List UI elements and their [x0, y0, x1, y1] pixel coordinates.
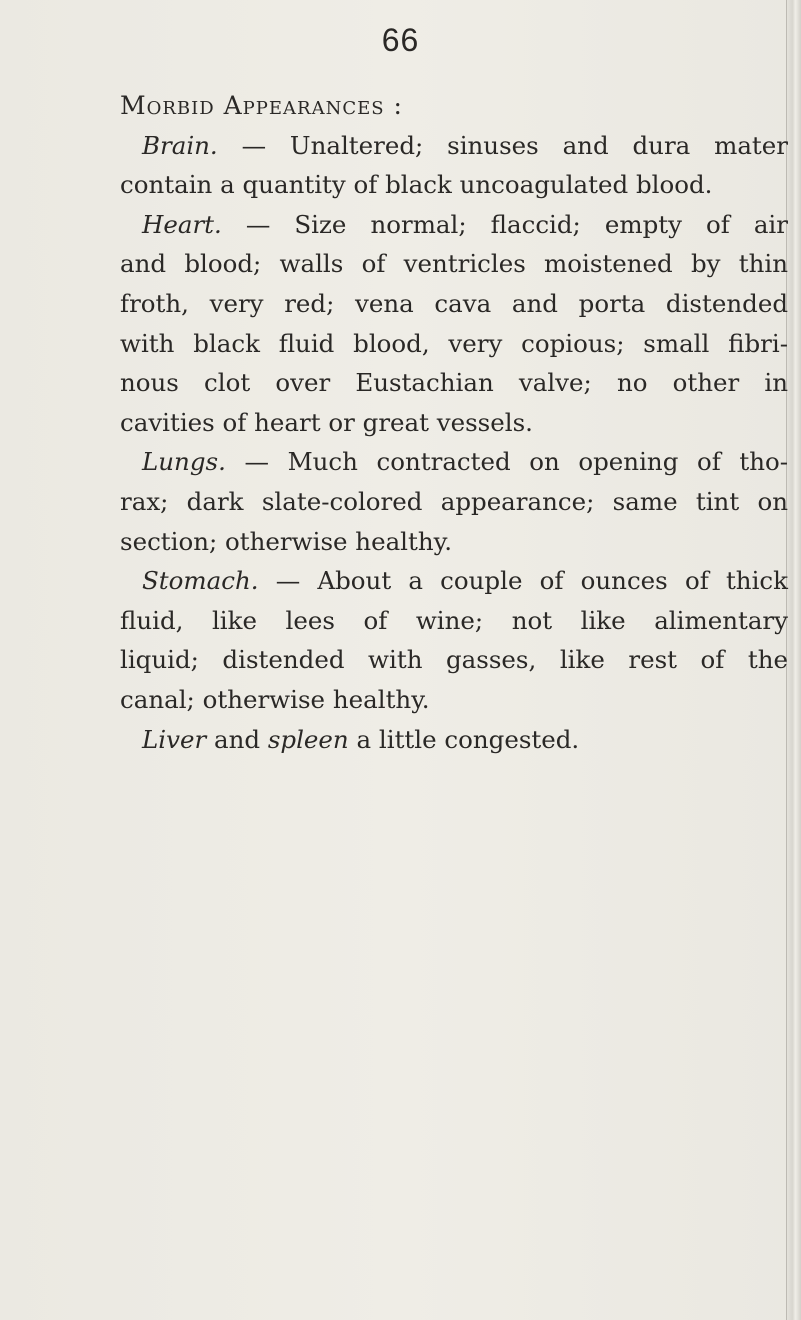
brain-label: Brain.	[142, 130, 218, 160]
paragraph-liver-line-1	[120, 720, 788, 760]
paragraph-heart-line-2: and blood; walls of ventricles moistened by thin	[120, 249, 788, 279]
lungs-text: Much contracted on opening of tho-	[287, 447, 789, 477]
liver-text: a little congested.	[356, 724, 580, 754]
lungs-label: Lungs.	[142, 447, 226, 477]
paragraph-brain-line-2: contain a quantity of black uncoagulated blood.	[120, 170, 713, 200]
paragraph-heart-line-5: nous clot over Eustachian valve; no other in	[120, 368, 788, 398]
section-heading: Morbid Appearances :	[120, 91, 403, 120]
paragraph-heart-line-1	[120, 205, 788, 245]
brain-text: Unaltered; sinuses and dura mater	[289, 130, 788, 160]
stomach-label: Stomach.	[142, 566, 259, 596]
paragraph-heart-line-4: with black fluid blood, very copious; small fibri-	[120, 328, 788, 358]
lungs-dash: —	[244, 447, 269, 477]
paragraph-brain-line-1	[120, 126, 788, 166]
paragraph-heart-line-6: cavities of heart or great vessels.	[120, 407, 533, 437]
stomach-dash: —	[275, 566, 301, 596]
paragraph-lungs-line-2: rax; dark slate-colored appearance; same tint on	[120, 486, 788, 516]
paragraph-stomach-line-4: canal; otherwise healthy.	[120, 684, 430, 714]
heart-label: Heart.	[142, 209, 222, 239]
stomach-text: About a couple of ounces of thick	[317, 566, 788, 596]
body-text	[120, 86, 790, 759]
spleen-label: spleen	[267, 724, 349, 754]
heart-dash: —	[245, 209, 271, 239]
paragraph-lungs-line-3: section; otherwise healthy.	[120, 526, 453, 556]
brain-dash: —	[241, 130, 267, 160]
paragraph-stomach-line-1	[120, 561, 788, 601]
paragraph-lungs-line-1	[120, 442, 788, 482]
paragraph-stomach-line-2: fluid, like lees of wine; not like alimentary	[120, 605, 788, 635]
paragraph-heart-line-3: froth, very red; vena cava and porta distended	[120, 288, 788, 318]
page-number: 66	[381, 22, 420, 58]
liver-label: Liver	[142, 724, 207, 754]
paragraph-stomach-line-3: liquid; distended with gasses, like rest of the	[120, 645, 788, 675]
heart-text: Size normal; flaccid; empty of air	[294, 209, 788, 239]
liver-and: and	[213, 724, 261, 754]
